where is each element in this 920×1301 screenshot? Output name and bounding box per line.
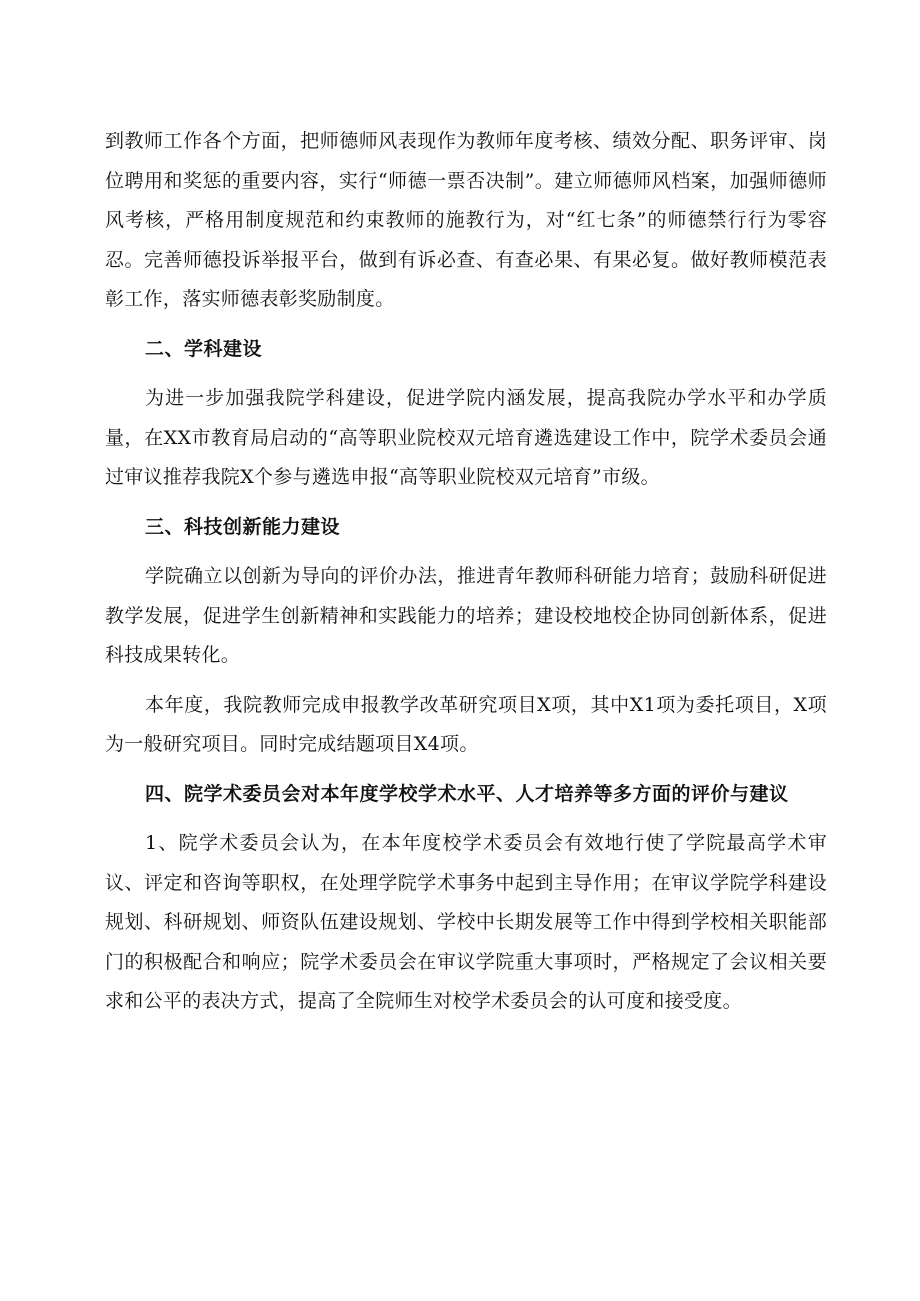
paragraph-committee-opinion-1: 1、院学术委员会认为，在本年度校学术委员会有效地行使了学院最高学术审议、评定和咨询等职权，在处理学院学术事务中起到主导作用；在审议学院学科建设规划、科研规划、师资队伍建设规划、学校中长期发展等工作中得到学校相关职能部门的积极配合和响应；院学术委员会在审议学院重大事项时，严格规定了会议相关要求和公平的表决方式，提高了全院师生对校学术委员会的认可度和接受度。 — [105, 832, 827, 1012]
paragraph-teacher-ethics-continuation: 到教师工作各个方面，把师德师风表现作为教师年度考核、绩效分配、职务评审、岗位聘用和奖惩的重要内容，实行“师德一票否决制”。建立师德师风档案，加强师德师风考核，严格用制度规范和约束教师的施教行为，对“红七条”的师德禁行行为零容忍。完善师德投诉举报平台，做到有诉必查、有查必果、有果必复。做好教师模范表彰工作，落实师德表彰奖励制度。 — [105, 130, 827, 310]
section-heading-innovation-capacity: 三、科技创新能力建设 — [145, 515, 341, 538]
document-body — [105, 122, 827, 1022]
paragraph-research-projects: 本年度，我院教师完成申报教学改革研究项目X项，其中X1项为委托项目，X项为一般研究项目。同时完成结题项目X4项。 — [105, 693, 827, 755]
paragraph-innovation-evaluation: 学院确立以创新为导向的评价办法，推进青年教师科研能力培育；鼓励科研促进教学发展，促进学生创新精神和实践能力的培养；建设校地校企协同创新体系，促进科技成果转化。 — [105, 565, 827, 666]
paragraph-discipline-construction: 为进一步加强我院学科建设，促进学院内涵发展，提高我院办学水平和办学质量，在XX市教育局启动的“高等职业院校双元培育遴选建设工作中，院学术委员会通过审议推荐我院X个参与遴选申报“高等职业院校双元培育”市级。 — [105, 387, 827, 488]
section-heading-discipline-construction: 二、学科建设 — [145, 337, 263, 360]
section-heading-committee-evaluation: 四、院学术委员会对本年度学校学术水平、人才培养等多方面的评价与建议 — [145, 782, 789, 805]
